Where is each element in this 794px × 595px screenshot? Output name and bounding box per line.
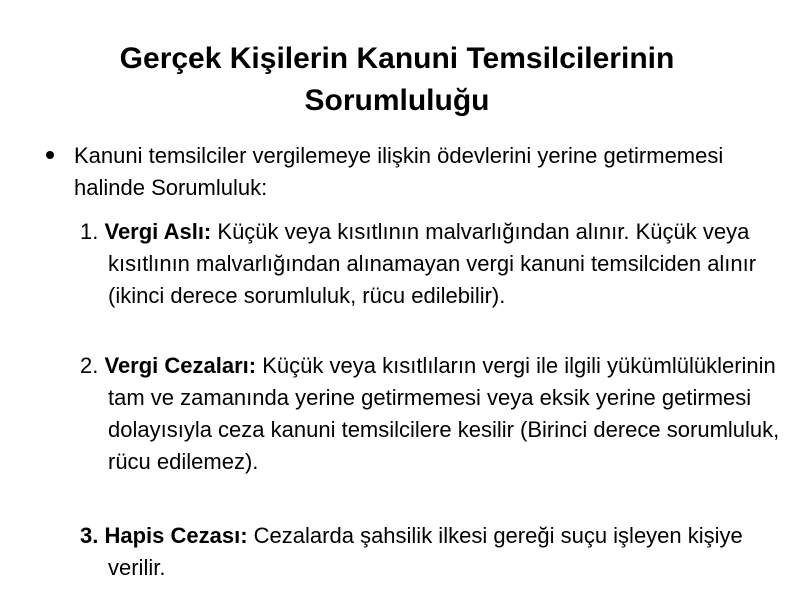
- list-item-hapis-cezasi: [80, 520, 788, 584]
- list-item-heading: Vergi Cezaları:: [104, 353, 257, 378]
- page-title: Gerçek Kişilerin Kanuni Temsilcilerinin Sorumluluğu: [119, 42, 675, 117]
- list-item-text: Küçük veya kısıtlıların vergi ile ilgili yükümlülüklerinin tam ve zamanında yerine getirmemesi veya eksik yerine getirmesi dolayısıyla ceza kanuni temsilcilere kesilir (Birinci derece sorumluluk, rücu edilemez).: [108, 353, 780, 474]
- list-item-number: 1.: [80, 219, 99, 244]
- list-item-heading: Vergi Aslı:: [104, 219, 212, 244]
- list-item-text: Cezalarda şahsilik ilkesi gereği suçu işleyen kişiye verilir.: [108, 523, 743, 580]
- list-item-heading: Hapis Cezası:: [104, 523, 248, 548]
- list-item-vergi-cezalari: [80, 350, 788, 478]
- list-item-text: Küçük veya kısıtlının malvarlığından alınır. Küçük veya kısıtlının malvarlığından alınamayan vergi kanuni temsilciden alınır (ikinci derece sorumluluk, rücu edilebilir).: [108, 219, 757, 308]
- list-item-number: 2.: [80, 353, 99, 378]
- bullet-text: Kanuni temsilciler vergilemeye ilişkin ödevlerini yerine getirmemesi halinde Sorumluluk:: [74, 143, 724, 200]
- bullet-dot-icon: [46, 151, 54, 159]
- list-item-vergi-asli: [80, 216, 788, 312]
- list-item-number: 3.: [80, 523, 99, 548]
